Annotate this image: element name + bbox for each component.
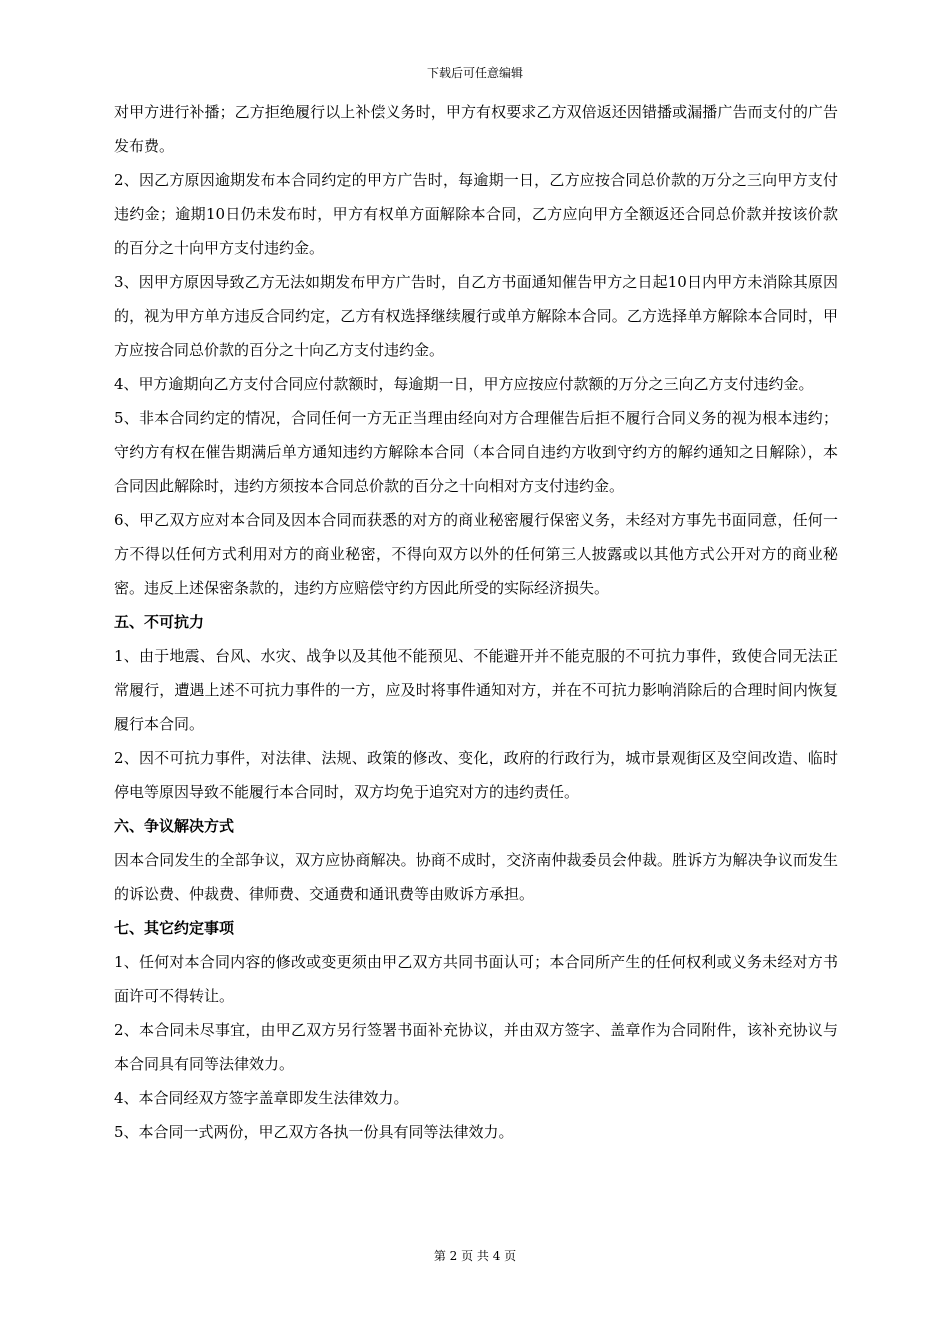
paragraph: 2、本合同未尽事宜，由甲乙双方另行签署书面补充协议，并由双方签字、盖章作为合同附件，该补充协议与本合同具有同等法律效力。 [114,1021,838,1073]
page-number: 第 2 页 共 4 页 [433,1249,517,1263]
contract-body [114,95,838,1149]
paragraph: 4、本合同经双方签字盖章即发生法律效力。 [114,1089,409,1107]
paragraph: 1、由于地震、台风、水灾、战争以及其他不能预见、不能避开并不能克服的不可抗力事件，致使合同无法正常履行，遭遇上述不可抗力事件的一方，应及时将事件通知对方，并在不可抗力影响消除后的合理时间内恢复履行本合同。 [114,647,838,733]
paragraph: 3、因甲方原因导致乙方无法如期发布甲方广告时，自乙方书面通知催告甲方之日起10日内甲方未消除其原因的，视为甲方单方违反合同约定，乙方有权选择继续履行或单方解除本合同。乙方选择单方解除本合同时，甲方应按合同总价款的百分之十向乙方支付违约金。 [114,273,838,359]
section-heading: 七、其它约定事项 [114,919,235,937]
paragraph: 4、甲方逾期向乙方支付合同应付款额时，每逾期一日，甲方应按应付款额的万分之三向乙方支付违约金。 [114,375,814,393]
section-heading: 五、不可抗力 [114,613,205,631]
header-note: 下载后可任意编辑 [426,66,523,80]
paragraph: 6、甲乙双方应对本合同及因本合同而获悉的对方的商业秘密履行保密义务，未经对方事先书面同意，任何一方不得以任何方式利用对方的商业秘密，不得向双方以外的任何第三人披露或以其他方式公开对方的商业秘密。违反上述保密条款的，违约方应赔偿守约方因此所受的实际经济损失。 [114,511,838,597]
paragraph: 2、因不可抗力事件，对法律、法规、政策的修改、变化，政府的行政行为，城市景观街区及空间改造、临时停电等原因导致不能履行本合同时，双方均免于追究对方的违约责任。 [114,749,838,801]
paragraph: 5、本合同一式两份，甲乙双方各执一份具有同等法律效力。 [114,1123,514,1141]
paragraph: 2、因乙方原因逾期发布本合同约定的甲方广告时，每逾期一日，乙方应按合同总价款的万分之三向甲方支付违约金；逾期10日仍未发布时，甲方有权单方面解除本合同，乙方应向甲方全额返还合同总价款并按该价款的百分之十向甲方支付违约金。 [114,171,838,257]
paragraph: 5、非本合同约定的情况，合同任何一方无正当理由经向对方合理催告后拒不履行合同义务的视为根本违约；守约方有权在催告期满后单方通知违约方解除本合同（本合同自违约方收到守约方的解约通知之日解除），本合同因此解除时，违约方须按本合同总价款的百分之十向相对方支付违约金。 [114,409,838,495]
paragraph: 对甲方进行补播；乙方拒绝履行以上补偿义务时，甲方有权要求乙方双倍返还因错播或漏播广告而支付的广告发布费。 [114,103,838,155]
paragraph: 因本合同发生的全部争议，双方应协商解决。协商不成时，交济南仲裁委员会仲裁。胜诉方为解决争议而发生的诉讼费、仲裁费、律师费、交通费和通讯费等由败诉方承担。 [114,851,838,903]
paragraph: 1、任何对本合同内容的修改或变更须由甲乙双方共同书面认可；本合同所产生的任何权利或义务未经对方书面许可不得转让。 [114,953,838,1005]
section-heading: 六、争议解决方式 [114,817,235,835]
